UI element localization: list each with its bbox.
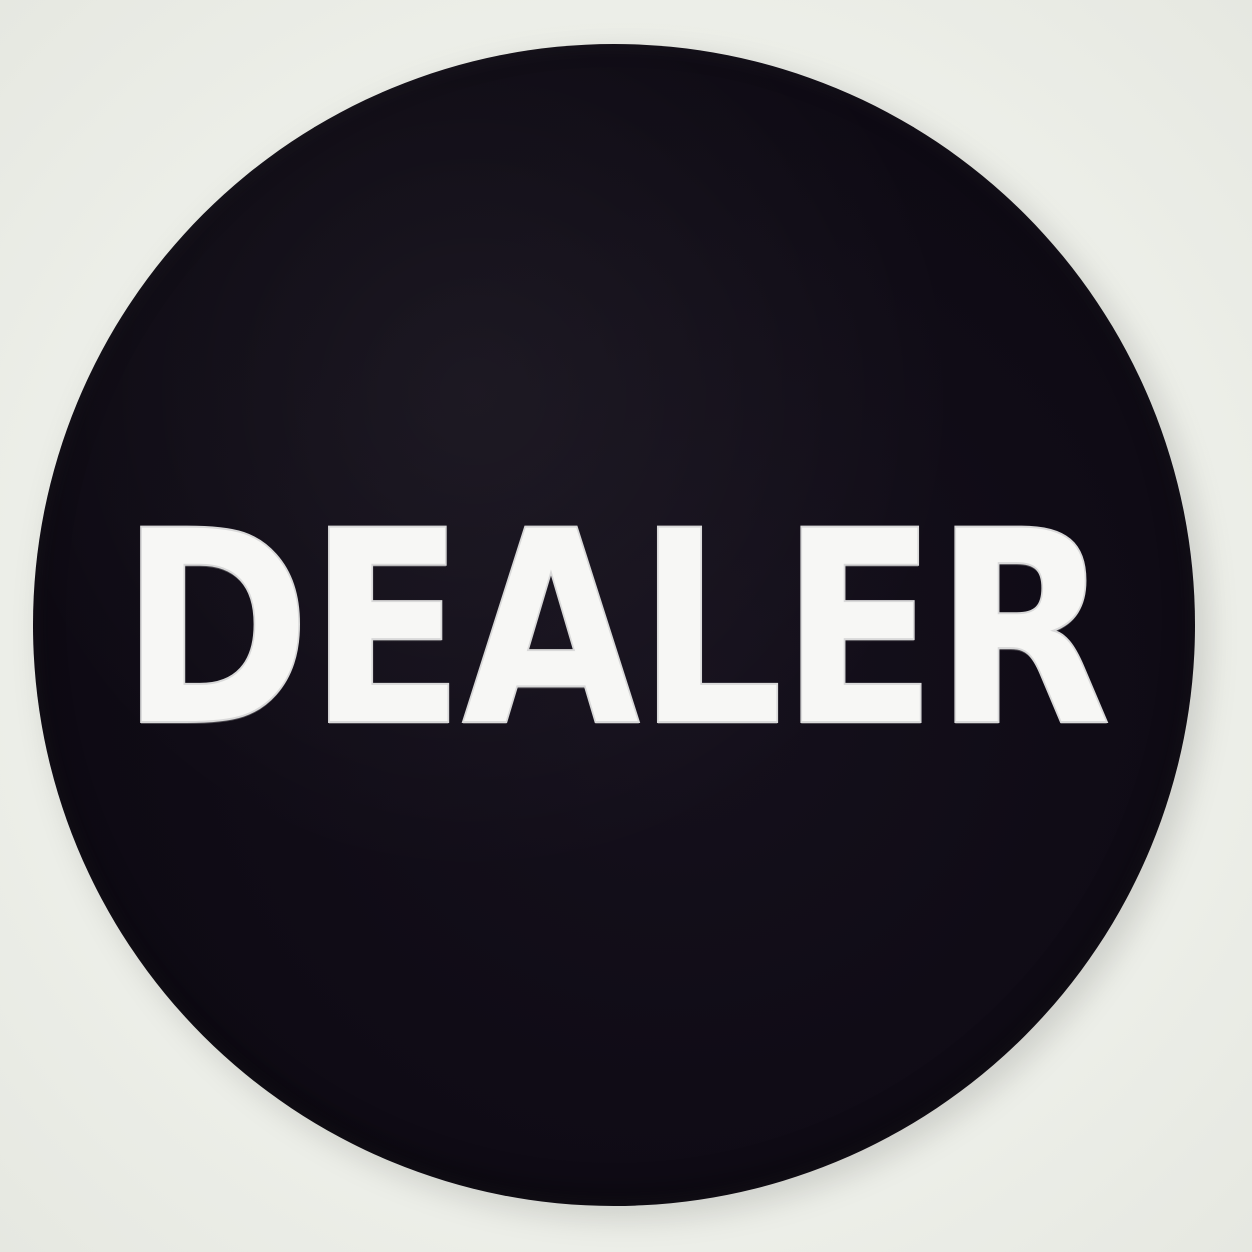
- dealer-button: [33, 44, 1195, 1206]
- dealer-label: DEALER: [119, 474, 1109, 786]
